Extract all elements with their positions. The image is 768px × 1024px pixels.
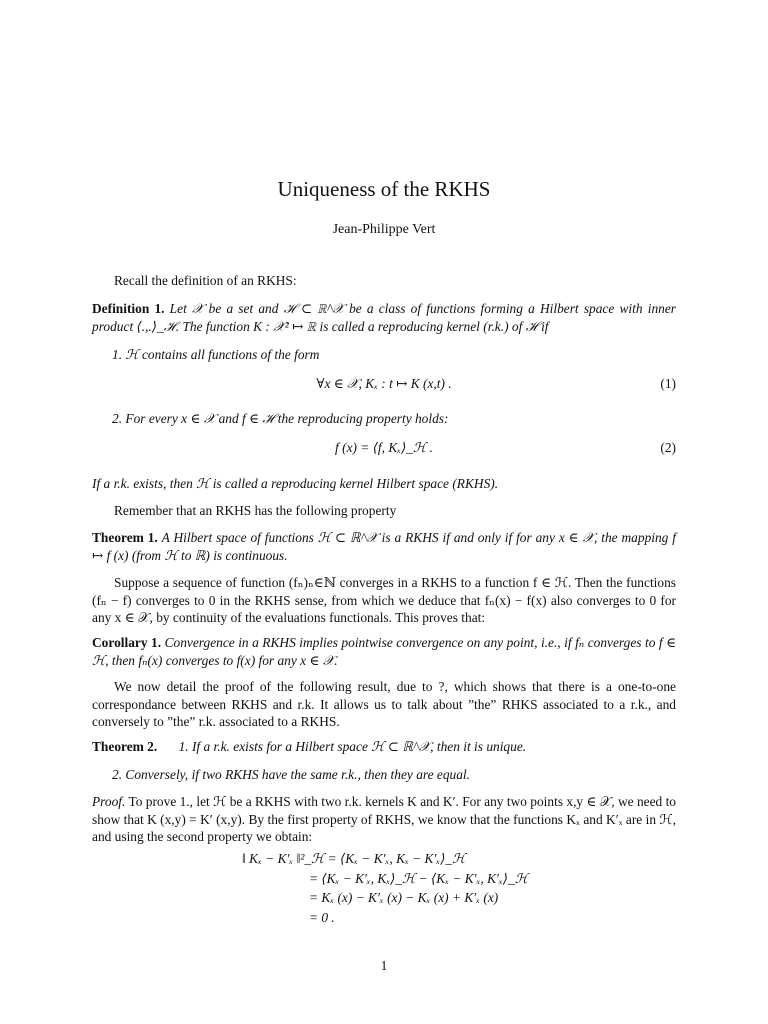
theorem-2-item-2: 2. Conversely, if two RKHS have the same r.k., then they are equal. xyxy=(112,767,471,782)
corollary-1-label: Corollary 1. xyxy=(92,635,162,650)
paper-author: Jean-Philippe Vert xyxy=(332,222,436,237)
theorem-2-item-1: 1. If a r.k. exists for a Hilbert space ℋ ⊂ ℝ^𝒳, then it is unique. xyxy=(178,739,527,754)
equation-1-body: ∀x ∈ 𝒳, Kₓ : t ↦ K (x,t) . xyxy=(316,376,452,391)
equation-1 xyxy=(92,376,676,392)
definition-1 xyxy=(92,300,676,335)
definition-label: Definition 1. xyxy=(92,301,165,316)
theorem-2-label: Theorem 2. xyxy=(92,739,158,754)
derivation-line-3: = Kₓ (x) − K′ₓ (x) − Kₓ (x) + K′ₓ (x) xyxy=(309,890,499,905)
suppose-paragraph: Suppose a sequence of function (fₙ)ₙ∈ℕ converges in a RKHS to a function f ∈ ℋ. Then the functions (fₙ − f) converges to 0 in the RKHS sense, from which we deduce that fₙ(x) − f(x) also converges to 0 for any x ∈ 𝒳, by continuity of the evaluations functionals. This proves that: xyxy=(92,575,676,625)
corollary-1 xyxy=(92,634,676,669)
theorem-1 xyxy=(92,529,676,564)
equation-2-number: (2) xyxy=(660,440,676,455)
remember-paragraph: Remember that an RKHS has the following property xyxy=(114,503,397,518)
derivation-line-2: = ⟨Kₓ − K′ₓ, Kₓ⟩_ℋ − ⟨Kₓ − K′ₓ, K′ₓ⟩_ℋ xyxy=(309,870,528,886)
intro-paragraph: Recall the definition of an RKHS: xyxy=(114,273,297,288)
derivation-line-4: = 0 . xyxy=(309,909,335,925)
definition-item-1: 1. ℋ contains all functions of the form xyxy=(112,347,320,362)
corollary-1-text: Convergence in a RKHS implies pointwise convergence on any point, i.e., if fₙ converges to f ∈ ℋ, then fₙ(x) converges to f(x) for any x ∈ 𝒳. xyxy=(92,635,676,668)
proof-label: Proof. xyxy=(92,794,126,809)
definition-closing: If a r.k. exists, then ℋ is called a reproducing kernel Hilbert space (RKHS). xyxy=(92,476,499,491)
equation-2-body: f (x) = ⟨f, Kₓ⟩_ℋ . xyxy=(335,440,433,455)
definition-text: Let 𝒳 be a set and ℋ ⊂ ℝ^𝒳 be a class of functions forming a Hilbert space with inner product ⟨.,.⟩_ℋ. The function K : 𝒳² ↦ ℝ is called a reproducing kernel (r.k.) of ℋ if xyxy=(92,301,676,334)
theorem-1-label: Theorem 1. xyxy=(92,530,158,545)
proof-text: To prove 1., let ℋ be a RKHS with two r.k. kernels K and K′. For any two points x,y ∈ 𝒳, we need to show that K (x,y) = K′ (x,y). By the first property of RKHS, we know that the functions Kₓ and K′ₓ are in ℋ, and using the second property we obtain: xyxy=(92,794,676,844)
theorem-2 xyxy=(92,738,676,756)
document-page xyxy=(92,0,676,1024)
theorem-1-text: A Hilbert space of functions ℋ ⊂ ℝ^𝒳 is a RKHS if and only if for any x ∈ 𝒳, the mapping f ↦ f (x) (from ℋ to ℝ) is continuous. xyxy=(92,530,676,563)
equation-1-number: (1) xyxy=(660,376,676,391)
derivation-line-1: ‖ Kₓ − K′ₓ ‖²_ℋ = ⟨Kₓ − K′ₓ, Kₓ − K′ₓ⟩_ℋ xyxy=(242,851,466,866)
page-number: 1 xyxy=(380,958,388,973)
equation-2 xyxy=(92,440,676,456)
definition-item-2: 2. For every x ∈ 𝒳 and f ∈ ℋ the reproducing property holds: xyxy=(112,411,449,426)
detail-paragraph: We now detail the proof of the following result, due to ?, which shows that there is a one-to-one correspondance between RKHS and r.k. It allows us to talk about ”the” RHKS associated to a r.k., and conversely to ”the” r.k. associated to a RKHS. xyxy=(92,679,676,729)
paper-title: Uniqueness of the RKHS xyxy=(277,177,491,201)
proof-paragraph xyxy=(92,793,676,846)
proof-derivation xyxy=(242,849,642,927)
